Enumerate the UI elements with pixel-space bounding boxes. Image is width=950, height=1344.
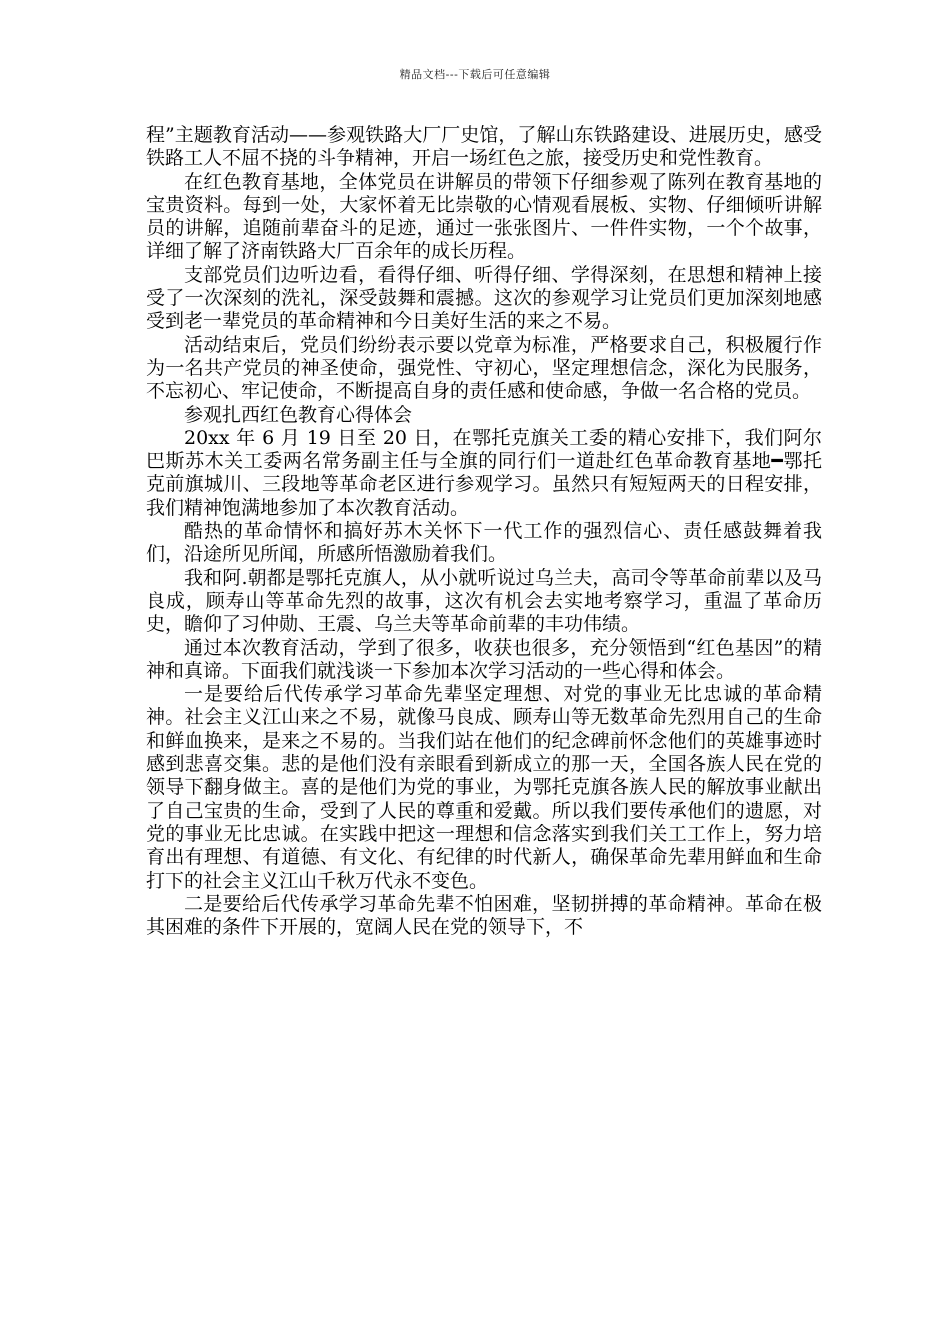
paragraph: 一是要给后代传承学习革命先辈坚定理想、对党的事业无比忠诚的革命精神。社会主义江山来之不易，就像马良成、顾寿山等无数革命先烈用自己的生命和鲜血换来，是来之不易的。当我们站在他们的纪念碑前怀念他们的英雄事迹时感到悲喜交集。悲的是他们没有亲眼看到新成立的那一天，全国各族人民在党的领导下翻身做主。喜的是他们为党的事业，为鄂托克旗各族人民的解放事业献出了自己宝贵的生命，受到了人民的尊重和爱戴。所以我们要传承他们的遗愿，对党的事业无比忠诚。在实践中把这一理想和信念落实到我们关工工作上，努力培育出有理想、有道德、有文化、有纪律的时代新人，确保革命先辈用鲜血和生命打下的社会主义江山千秋万代永不变色。 xyxy=(146,683,822,892)
paragraph: 20xx 年 6 月 19 日至 20 日，在鄂托克旗关工委的精心安排下，我们阿尔巴斯苏木关工委两名常务副主任与全旗的同行们一道赴红色革命教育基地━鄂托克前旗城川、三段地等革命老区进行参观学习。虽然只有短短两天的日程安排，我们精神饱满地参加了本次教育活动。 xyxy=(146,426,822,519)
paragraph: 二是要给后代传承学习革命先辈不怕困难，坚韧拼搏的革命精神。革命在极其困难的条件下开展的，宽阔人民在党的领导下，不 xyxy=(146,892,822,939)
paragraph: 支部党员们边听边看，看得仔细、听得仔细、学得深刻，在思想和精神上接受了一次深刻的洗礼，深受鼓舞和震撼。这次的参观学习让党员们更加深刻地感受到老一辈党员的革命精神和今日美好生活的来之不易。 xyxy=(146,263,822,333)
paragraph: 程”主题教育活动——参观铁路大厂厂史馆，了解山东铁路建设、进展历史，感受铁路工人不屈不挠的斗争精神，开启一场红色之旅，接受历史和党性教育。 xyxy=(146,124,822,170)
paragraph: 酷热的革命情怀和搞好苏木关怀下一代工作的强烈信心、责任感鼓舞着我们，沿途所见所闻，所感所悟激励着我们。 xyxy=(146,520,822,566)
section-title: 参观扎西红色教育心得体会 xyxy=(184,403,413,426)
page-header: 精品文档---下载后可任意编辑 xyxy=(399,68,551,81)
document-body xyxy=(146,124,822,939)
paragraph: 在红色教育基地，全体党员在讲解员的带领下仔细参观了陈列在教育基地的宝贵资料。每到一处，大家怀着无比崇敬的心情观看展板、实物、仔细倾听讲解员的讲解，追随前辈奋斗的足迹，通过一张张图片、一件件实物，一个个故事，详细了解了济南铁路大厂百余年的成长历程。 xyxy=(146,170,822,263)
paragraph: 通过本次教育活动，学到了很多，收获也很多，充分领悟到“红色基因”的精神和真谛。下面我们就浅谈一下参加本次学习活动的一些心得和体会。 xyxy=(146,636,822,682)
paragraph: 我和阿.朝都是鄂托克旗人，从小就听说过乌兰夫，高司令等革命前辈以及马良成，顾寿山等革命先烈的故事，这次有机会去实地考察学习，重温了革命历史，瞻仰了习仲勋、王震、乌兰夫等革命前辈的丰功伟绩。 xyxy=(146,566,822,636)
paragraph: 活动结束后，党员们纷纷表示要以党章为标准，严格要求自己，积极履行作为一名共产党员的神圣使命，强党性、守初心，坚定理想信念，深化为民服务，不忘初心、牢记使命，不断提高自身的责任感和使命感，争做一名合格的党员。 xyxy=(146,333,822,403)
